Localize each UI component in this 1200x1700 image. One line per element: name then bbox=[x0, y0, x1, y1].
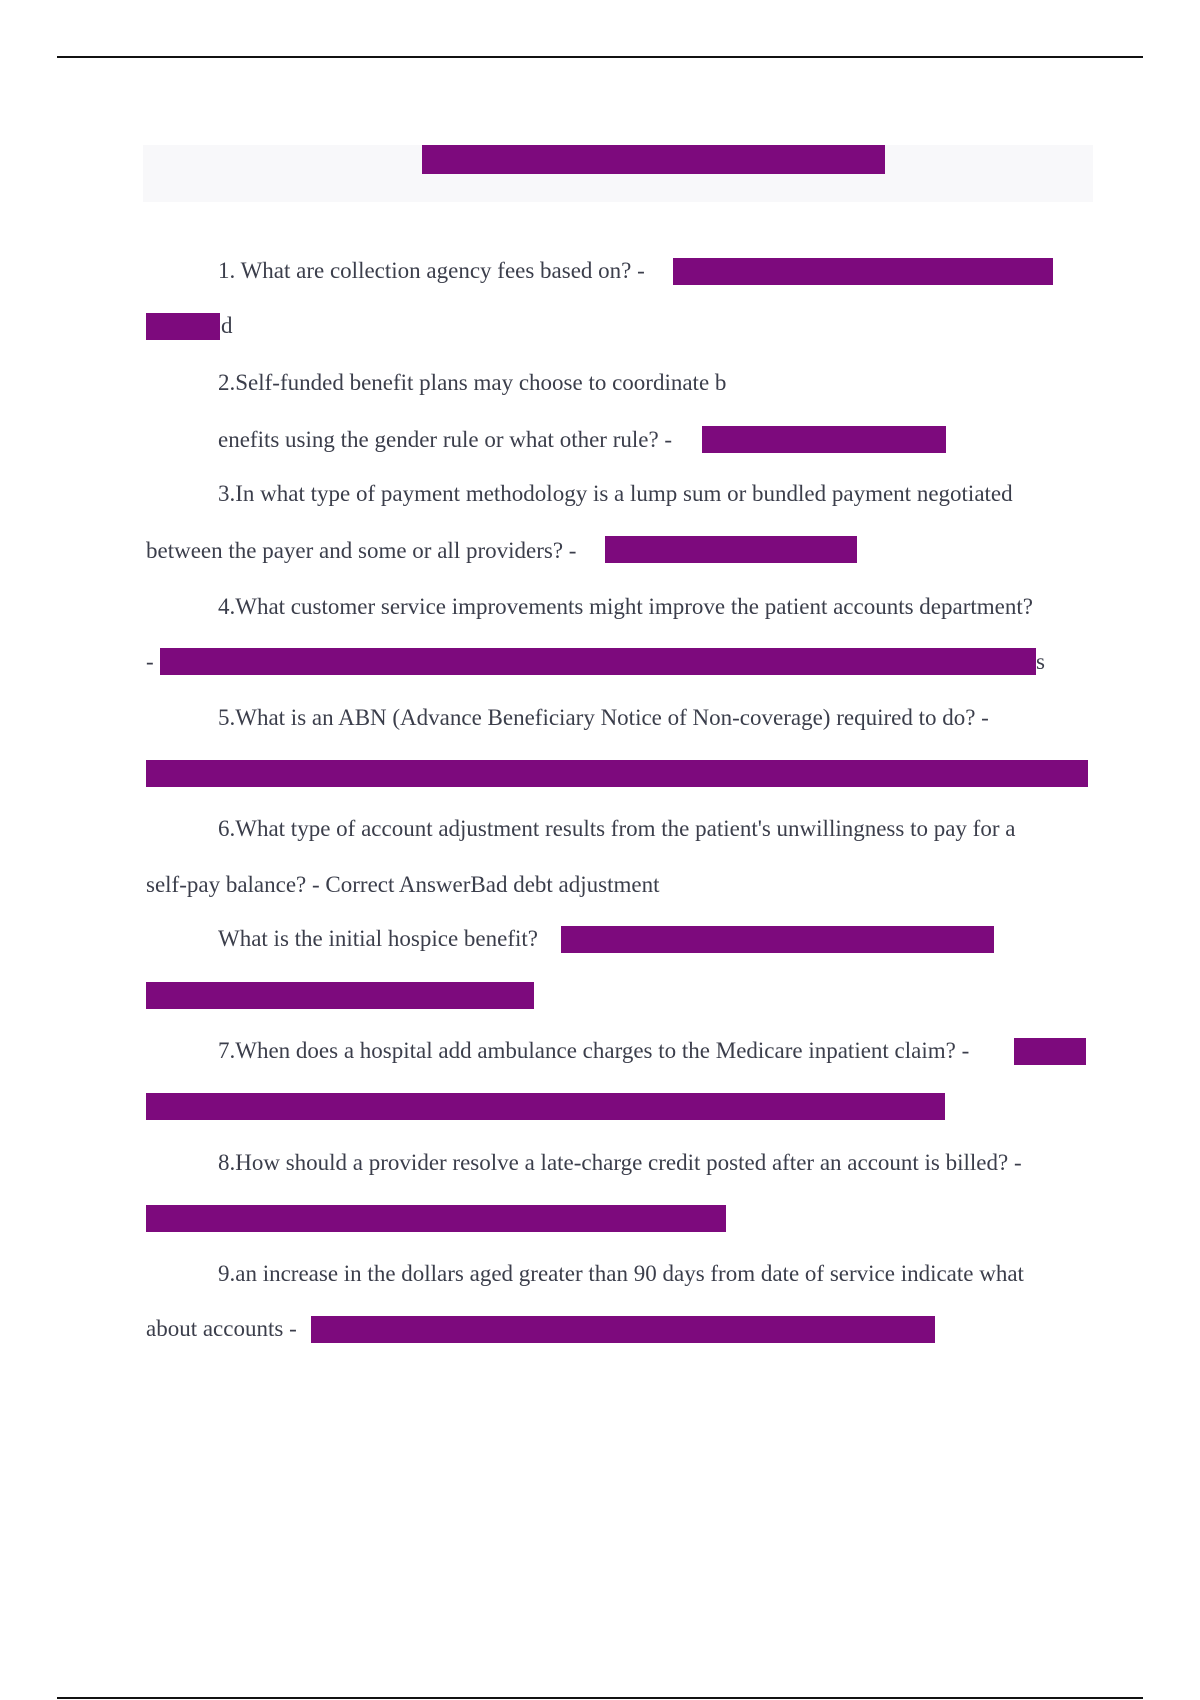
redacted-answer-7b bbox=[146, 1093, 945, 1120]
question-6-line-1: 6.What type of account adjustment results from the patient's unwillingness to pay for a bbox=[218, 816, 1016, 841]
question-1: 1. What are collection agency fees based on? - bbox=[218, 258, 645, 283]
question-6-line-2: self-pay balance? - Correct AnswerBad debt adjustment bbox=[146, 872, 660, 897]
question-8: 8.How should a provider resolve a late-charge credit posted after an account is billed? - bbox=[218, 1150, 1022, 1175]
question-7: 7.When does a hospital add ambulance charges to the Medicare inpatient claim? - bbox=[218, 1038, 970, 1063]
question-2-line-1: 2.Self-funded benefit plans may choose to coordinate b bbox=[218, 370, 727, 395]
redacted-answer-5 bbox=[146, 760, 1088, 787]
question-hospice: What is the initial hospice benefit? bbox=[218, 926, 538, 951]
redacted-answer-4 bbox=[160, 648, 1036, 675]
redacted-answer-hospice-b bbox=[146, 982, 534, 1009]
redacted-answer-1b bbox=[146, 313, 220, 340]
redacted-answer-2 bbox=[702, 426, 946, 453]
question-1-tail: d bbox=[221, 313, 233, 338]
bottom-rule bbox=[57, 1697, 1143, 1699]
question-9-line-2: about accounts - bbox=[146, 1316, 297, 1341]
question-2-line-2: enefits using the gender rule or what other rule? - bbox=[218, 427, 673, 452]
redacted-answer-8 bbox=[146, 1205, 726, 1232]
redacted-answer-1a bbox=[673, 258, 1053, 285]
question-4-dash: - bbox=[146, 649, 154, 674]
redacted-answer-3 bbox=[605, 536, 857, 563]
question-5: 5.What is an ABN (Advance Beneficiary Notice of Non-coverage) required to do? - bbox=[218, 705, 989, 730]
question-4-tail: s bbox=[1036, 649, 1045, 674]
question-3-line-1: 3.In what type of payment methodology is a lump sum or bundled payment negotiated bbox=[218, 481, 1013, 506]
question-9-line-1: 9.an increase in the dollars aged greater than 90 days from date of service indicate what bbox=[218, 1261, 1024, 1286]
redacted-title bbox=[422, 145, 885, 174]
redacted-answer-9 bbox=[311, 1316, 935, 1343]
redacted-answer-hospice-a bbox=[561, 926, 994, 953]
top-rule bbox=[57, 56, 1143, 58]
redacted-answer-7a bbox=[1014, 1038, 1086, 1065]
question-4-line-1: 4.What customer service improvements might improve the patient accounts department? bbox=[218, 594, 1033, 619]
question-3-line-2: between the payer and some or all providers? - bbox=[146, 538, 577, 563]
